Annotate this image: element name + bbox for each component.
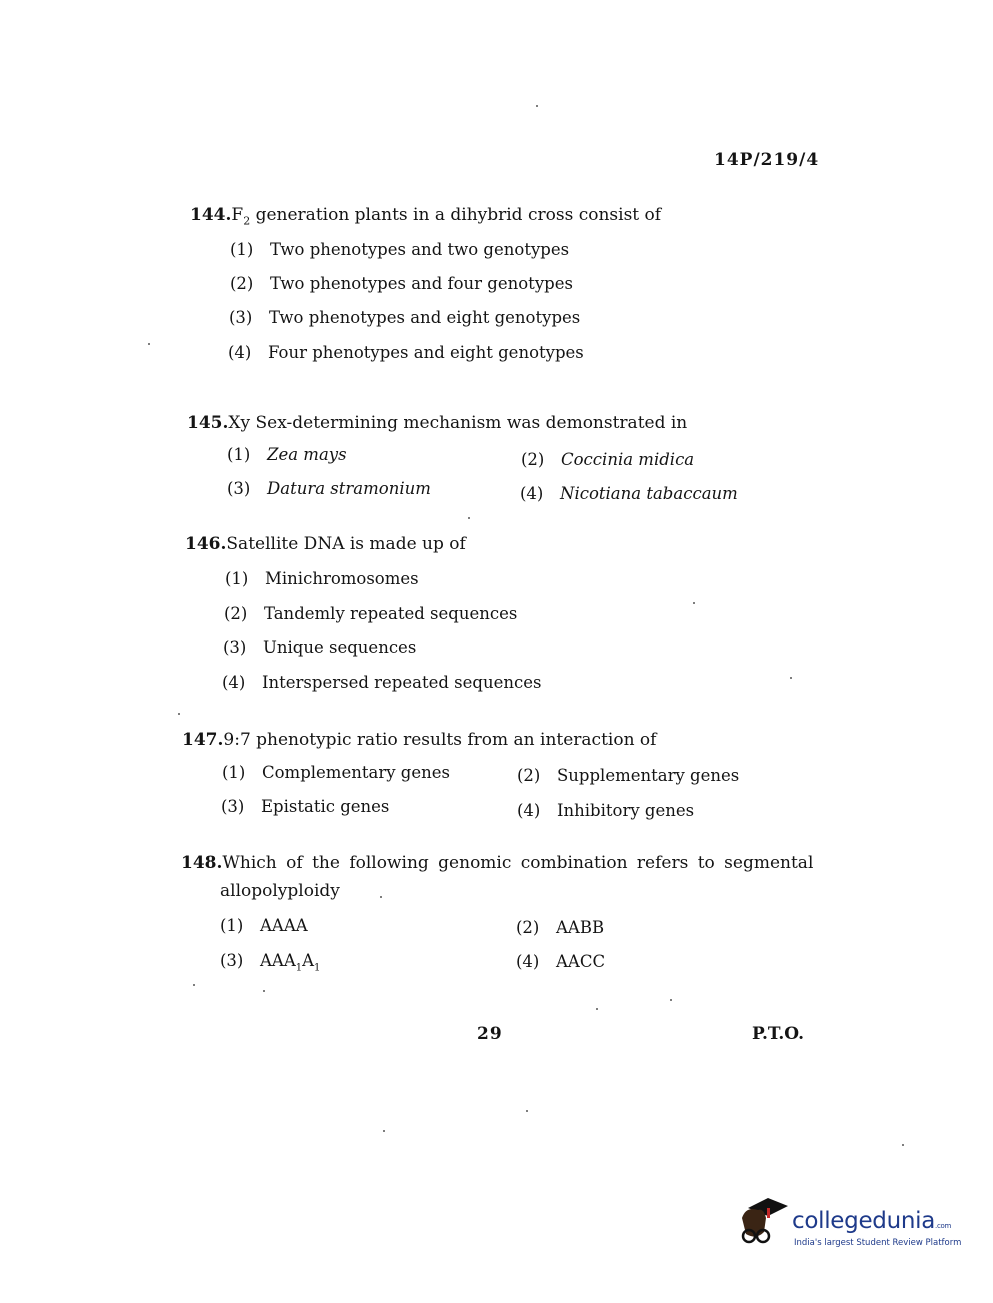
option-147-4 [517, 801, 694, 820]
option-148-3 [220, 951, 320, 973]
option-text: Two phenotypes and four genotypes [270, 274, 573, 293]
option-147-2 [517, 766, 739, 785]
question-144 [190, 204, 661, 232]
logo-wordmark: collegedunia.com [792, 1208, 952, 1234]
question-number: 145. [187, 413, 229, 433]
option-subscript: 1 [314, 962, 321, 974]
question-147 [182, 729, 656, 751]
scan-speck [536, 105, 538, 107]
option-subscript: 1 [295, 962, 303, 974]
option-number: (4) [516, 952, 540, 971]
question-145 [187, 412, 687, 434]
option-text: Unique sequences [263, 638, 417, 657]
option-text: Two phenotypes and eight genotypes [269, 308, 581, 327]
scan-speck [693, 602, 695, 604]
option-text: A [302, 951, 315, 970]
logo-tld: .com [935, 1222, 952, 1230]
option-146-3 [223, 638, 416, 657]
question-text-line1: Which of the following genomic combination refers to segmental [222, 853, 814, 873]
option-text: Epistatic genes [261, 797, 390, 816]
option-147-3 [221, 797, 389, 816]
scan-speck [178, 713, 180, 715]
paper-code: 14P/219/4 [714, 150, 820, 170]
option-text: Two phenotypes and two genotypes [270, 240, 570, 259]
question-number: 144. [190, 205, 232, 225]
option-146-1 [225, 569, 419, 588]
option-number: (1) [222, 763, 246, 782]
question-text: Satellite DNA is made up of [226, 534, 466, 554]
mascot-icon [734, 1196, 792, 1256]
option-text: Minichromosomes [265, 569, 419, 588]
option-number: (1) [225, 569, 249, 588]
option-text: Tandemly repeated sequences [264, 604, 518, 623]
question-text: 9:7 phenotypic ratio results from an interaction of [223, 730, 657, 750]
option-145-2 [521, 450, 694, 469]
option-number: (3) [220, 951, 244, 970]
option-148-2 [516, 918, 604, 937]
option-145-1 [227, 445, 347, 464]
option-144-3 [229, 308, 580, 327]
option-text: AAA [260, 951, 296, 970]
scan-speck [148, 343, 150, 345]
option-number: (2) [230, 274, 254, 293]
option-number: (4) [520, 484, 544, 503]
question-number: 147. [182, 730, 224, 750]
collegedunia-logo [734, 1196, 964, 1256]
scan-speck [902, 1144, 904, 1146]
option-number: (4) [222, 673, 246, 692]
option-number: (3) [223, 638, 247, 657]
question-text-post: generation plants in a dihybrid cross consist of [250, 205, 662, 225]
option-text: Coccinia midica [561, 450, 695, 469]
logo-tagline: India's largest Student Review Platform [794, 1238, 962, 1248]
option-148-1 [220, 916, 308, 935]
option-text: Supplementary genes [557, 766, 740, 785]
option-text: AAAA [260, 916, 308, 935]
option-number: (1) [220, 916, 244, 935]
scan-speck [526, 1110, 528, 1112]
option-number: (3) [229, 308, 253, 327]
option-number: (2) [517, 766, 541, 785]
option-145-4 [520, 484, 738, 503]
question-number: 146. [185, 534, 227, 554]
scan-speck [596, 1008, 598, 1010]
question-146 [185, 533, 466, 555]
scan-speck [468, 517, 470, 519]
option-text: Zea mays [267, 445, 347, 464]
question-number: 148. [181, 853, 223, 873]
scan-speck [790, 677, 792, 679]
option-text: Interspersed repeated sequences [262, 673, 542, 692]
page-number: 29 [477, 1024, 503, 1044]
option-text: Complementary genes [262, 763, 450, 782]
scan-speck [193, 984, 195, 986]
question-text: Xy Sex-determining mechanism was demonstrated in [228, 413, 688, 433]
scan-speck [263, 990, 265, 992]
scan-speck [383, 1130, 385, 1132]
option-number: (3) [227, 479, 251, 498]
question-text-pre: F [231, 205, 244, 225]
option-146-2 [224, 604, 517, 623]
option-144-1 [230, 240, 569, 259]
option-146-4 [222, 673, 541, 692]
option-text: Inhibitory genes [557, 801, 695, 820]
option-145-3 [227, 479, 431, 498]
option-number: (4) [517, 801, 541, 820]
option-144-4 [228, 343, 584, 362]
option-number: (2) [516, 918, 540, 937]
option-text: AABB [556, 918, 605, 937]
scan-speck [380, 896, 382, 898]
question-148-line2: allopolyploidy [220, 881, 340, 901]
pto-label: P.T.O. [752, 1024, 804, 1044]
option-number: (2) [224, 604, 248, 623]
option-text: Datura stramonium [267, 479, 431, 498]
scan-speck [670, 999, 672, 1001]
option-number: (3) [221, 797, 245, 816]
option-number: (1) [230, 240, 254, 259]
option-text: Four phenotypes and eight genotypes [268, 343, 584, 362]
option-number: (1) [227, 445, 251, 464]
option-number: (4) [228, 343, 252, 362]
question-148 [181, 852, 813, 874]
question-text-sub: 2 [243, 214, 251, 228]
option-text: AACC [556, 952, 606, 971]
option-147-1 [222, 763, 450, 782]
option-text: Nicotiana tabaccaum [560, 484, 738, 503]
option-148-4 [516, 952, 605, 971]
option-number: (2) [521, 450, 545, 469]
option-144-2 [230, 274, 573, 293]
